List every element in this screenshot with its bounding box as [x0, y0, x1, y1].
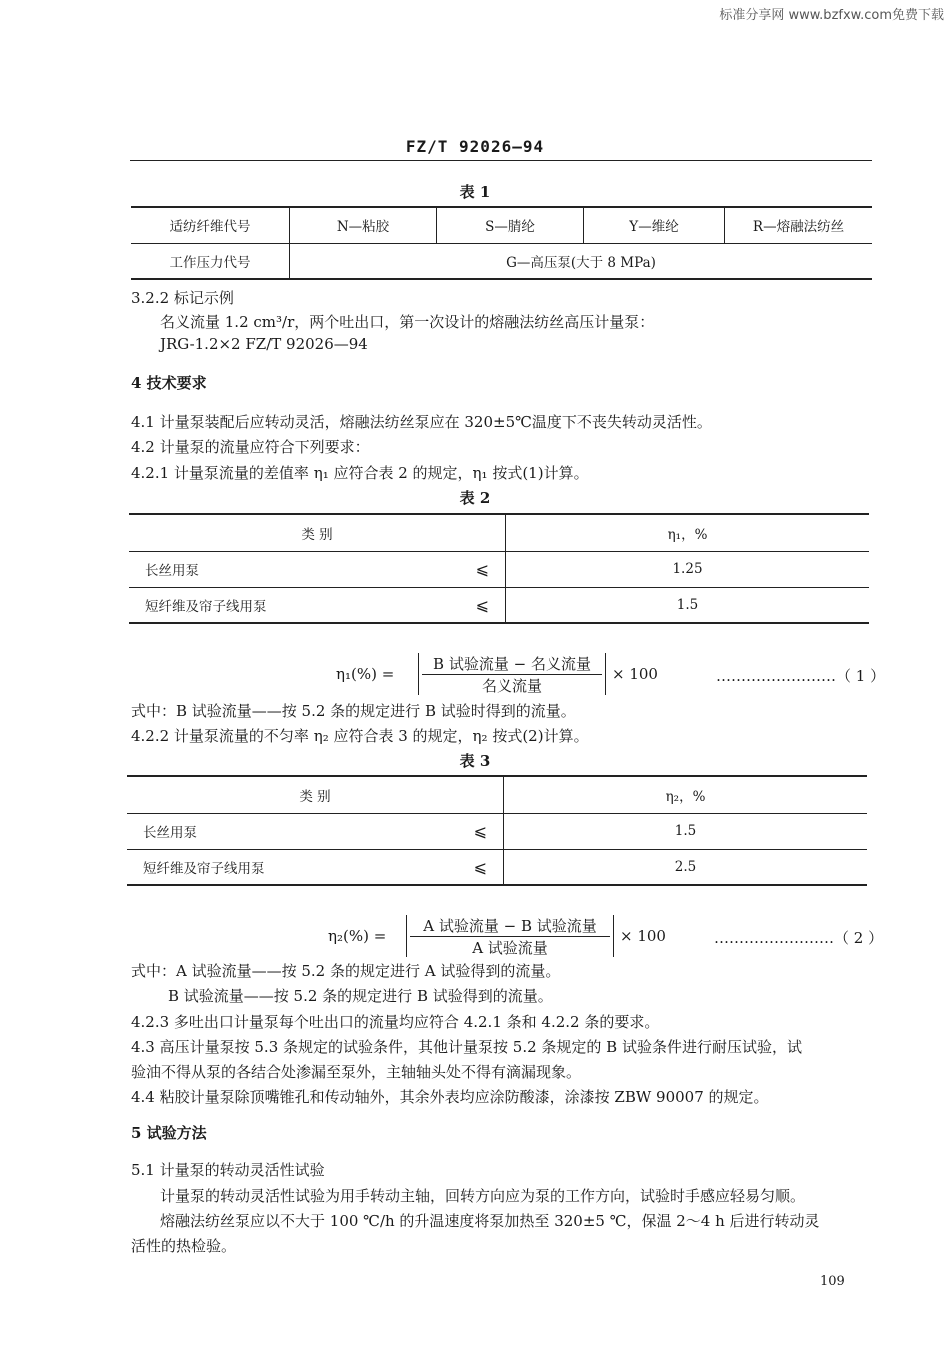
section-4-4: 4.4 粘胶计量泵除顶嘴锥孔和传动轴外，其余外表均应涂防酸漆，涂漆按 ZBW 90007 的规定。 [131, 1088, 769, 1106]
table3-header-value: η₂，% [504, 776, 868, 813]
where-2b: B 试验流量——按 5.2 条的规定进行 B 试验得到的流量。 [168, 987, 553, 1005]
table3-row-label [127, 849, 504, 885]
header-rule [130, 160, 872, 161]
abs-bar-left [418, 653, 419, 695]
watermark: 标准分享网 www.bzfxw.com免费下载 [719, 8, 944, 23]
table2-row-label-text: 长丝用泵 [145, 563, 199, 579]
table3-row-label-text: 短纤维及帘子线用泵 [143, 860, 265, 877]
table1-cell: G—高压泵(大于 8 MPa) [290, 243, 873, 279]
formula-2-lhs: η₂(%) = [328, 927, 387, 945]
less-equal-symbol: ⩽ [473, 821, 487, 841]
standard-code-header: FZ/T 92026—94 [405, 137, 545, 156]
table3-row-label-text: 长丝用泵 [143, 825, 197, 841]
formula-1-denominator: 名义流量 [481, 677, 542, 695]
where-1: 式中：B 试验流量——按 5.2 条的规定进行 B 试验时得到的流量。 [131, 702, 576, 720]
table2-header-value: η₁，% [506, 514, 870, 551]
page-number: 109 [820, 1274, 845, 1289]
table2-row-label [129, 587, 506, 623]
table1-header-cell: 工作压力代号 [131, 243, 290, 279]
formula-1-numerator: B 试验流量 − 名义流量 [433, 655, 591, 673]
table1-cell: R—熔融法纺丝 [725, 207, 873, 243]
section-3-2-2-heading: 3.2.2 标记示例 [131, 289, 234, 307]
less-equal-symbol: ⩽ [475, 559, 489, 579]
less-equal-symbol: ⩽ [475, 595, 489, 615]
table1 [131, 206, 872, 280]
table1-caption: 表 1 [459, 183, 491, 201]
abs-bar-right [613, 915, 614, 957]
table2-row-value: 1.5 [506, 587, 870, 623]
formula-2-tag: ……………………（ 2 ） [714, 929, 884, 947]
table1-cell: Y—维纶 [584, 207, 725, 243]
section-5-1-para1: 计量泵的转动灵活性试验为用手转动主轴，回转方向应为泵的工作方向，试验时手感应轻易匀顺。 [160, 1187, 806, 1205]
table3-row-value: 2.5 [504, 849, 868, 885]
table2 [129, 513, 869, 624]
formula-1-tag: ……………………（ 1 ） [716, 667, 886, 685]
formula-1-lhs: η₁(%) = [336, 665, 395, 683]
section-4-2-3: 4.2.3 多吐出口计量泵每个吐出口的流量均应符合 4.2.1 条和 4.2.2 条的要求。 [131, 1013, 660, 1031]
section-4-1: 4.1 计量泵装配后应转动灵活，熔融法纺丝泵应在 320±5℃温度下不丧失转动灵活性。 [131, 413, 712, 431]
table1-cell: S—腈纶 [437, 207, 584, 243]
formula-2 [0, 912, 950, 962]
section-4-heading: 4 技术要求 [131, 374, 207, 392]
formula-2-fraction [410, 915, 610, 957]
table3-row-label [127, 813, 504, 849]
table3-row-value: 1.5 [504, 813, 868, 849]
table3 [127, 775, 867, 886]
formula-2-numerator: A 试验流量 − B 试验流量 [423, 917, 597, 935]
section-4-2-1: 4.2.1 计量泵流量的差值率 η₁ 应符合表 2 的规定，η₁ 按式(1)计算。 [131, 464, 589, 482]
section-5-1-para2-line1: 熔融法纺丝泵应以不大于 100 ℃/h 的升温速度将泵加热至 320±5 ℃，保温 2～4 h 后进行转动灵 [160, 1212, 820, 1230]
formula-2-factor: × 100 [620, 927, 666, 945]
where-2a: 式中：A 试验流量——按 5.2 条的规定进行 A 试验得到的流量。 [131, 962, 561, 980]
formula-1-fraction [422, 653, 602, 695]
table2-row-label-text: 短纤维及帘子线用泵 [145, 598, 267, 615]
section-3-2-2-line2: JRG-1.2×2 FZ/T 92026—94 [160, 335, 368, 353]
table2-row-label [129, 551, 506, 587]
section-5-heading: 5 试验方法 [131, 1124, 207, 1142]
abs-bar-left [406, 915, 407, 957]
section-4-2: 4.2 计量泵的流量应符合下列要求： [131, 438, 370, 456]
table2-row-value: 1.25 [506, 551, 870, 587]
formula-2-denominator: A 试验流量 [472, 939, 548, 957]
section-4-3-line2: 验油不得从泵的各结合处渗漏至泵外，主轴轴头处不得有滴漏现象。 [131, 1063, 582, 1081]
formula-1 [0, 650, 950, 700]
table2-caption: 表 2 [459, 489, 491, 507]
less-equal-symbol: ⩽ [473, 857, 487, 877]
table2-header-category: 类 别 [129, 514, 506, 551]
table1-cell: N—粘胶 [290, 207, 437, 243]
formula-1-factor: × 100 [612, 665, 658, 683]
section-3-2-2-line1: 名义流量 1.2 cm³/r，两个吐出口，第一次设计的熔融法纺丝高压计量泵： [160, 313, 655, 331]
section-5-1-heading: 5.1 计量泵的转动灵活性试验 [131, 1161, 325, 1179]
abs-bar-right [605, 653, 606, 695]
table3-caption: 表 3 [459, 752, 491, 770]
table1-header-cell: 适纺纤维代号 [131, 207, 290, 243]
section-5-1-para2-line2: 活性的热检验。 [131, 1237, 237, 1255]
section-4-3-line1: 4.3 高压计量泵按 5.3 条规定的试验条件，其他计量泵按 5.2 条规定的 B 试验条件进行耐压试验，试 [131, 1038, 802, 1056]
table3-header-category: 类 别 [127, 776, 504, 813]
section-4-2-2: 4.2.2 计量泵流量的不匀率 η₂ 应符合表 3 的规定，η₂ 按式(2)计算。 [131, 727, 589, 745]
